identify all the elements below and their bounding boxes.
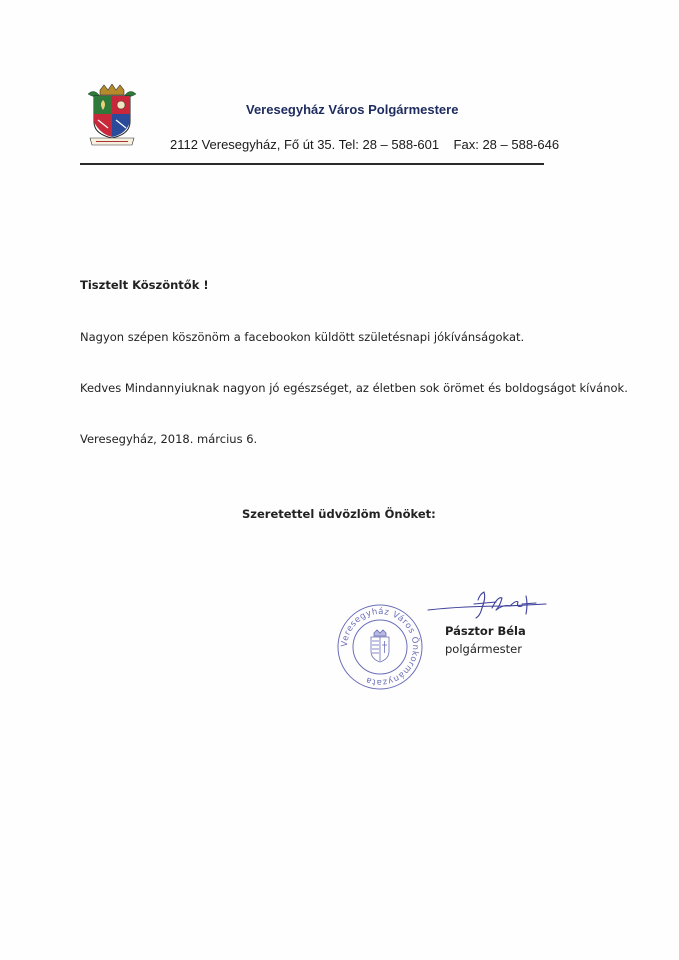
letter-date: Veresegyház, 2018. március 6.: [80, 432, 258, 446]
signer-name: Pásztor Béla: [445, 624, 526, 638]
letter-closing: Szeretettel üdvözlöm Önöket:: [242, 507, 436, 521]
header-divider: [80, 163, 544, 165]
signer-title: polgármester: [445, 642, 522, 656]
coat-of-arms-icon: [86, 84, 138, 148]
svg-text:Veresegyház Város Önkormányzat: [340, 607, 421, 687]
hungarian-arms-icon: [371, 630, 389, 662]
stamp-text: Veresegyház Város Önkormányzata: [339, 606, 421, 688]
header-address: 2112 Veresegyház, Fő út 35. Tel: 28 – 588-601 Fax: 28 – 588-646: [170, 137, 560, 152]
letter-salutation: Tisztelt Köszöntők !: [80, 278, 209, 292]
official-stamp: [336, 603, 424, 691]
header-title: Veresegyház Város Polgármestere: [246, 102, 459, 117]
letter-paragraph-1: Nagyon szépen köszönöm a facebookon küldött születésnapi jókívánságokat.: [80, 330, 525, 344]
handwritten-signature: [426, 590, 548, 620]
letter-paragraph-2: Kedves Mindannyiuknak nagyon jó egészséget, az életben sok örömet és boldogságot kívánok.: [80, 381, 628, 395]
